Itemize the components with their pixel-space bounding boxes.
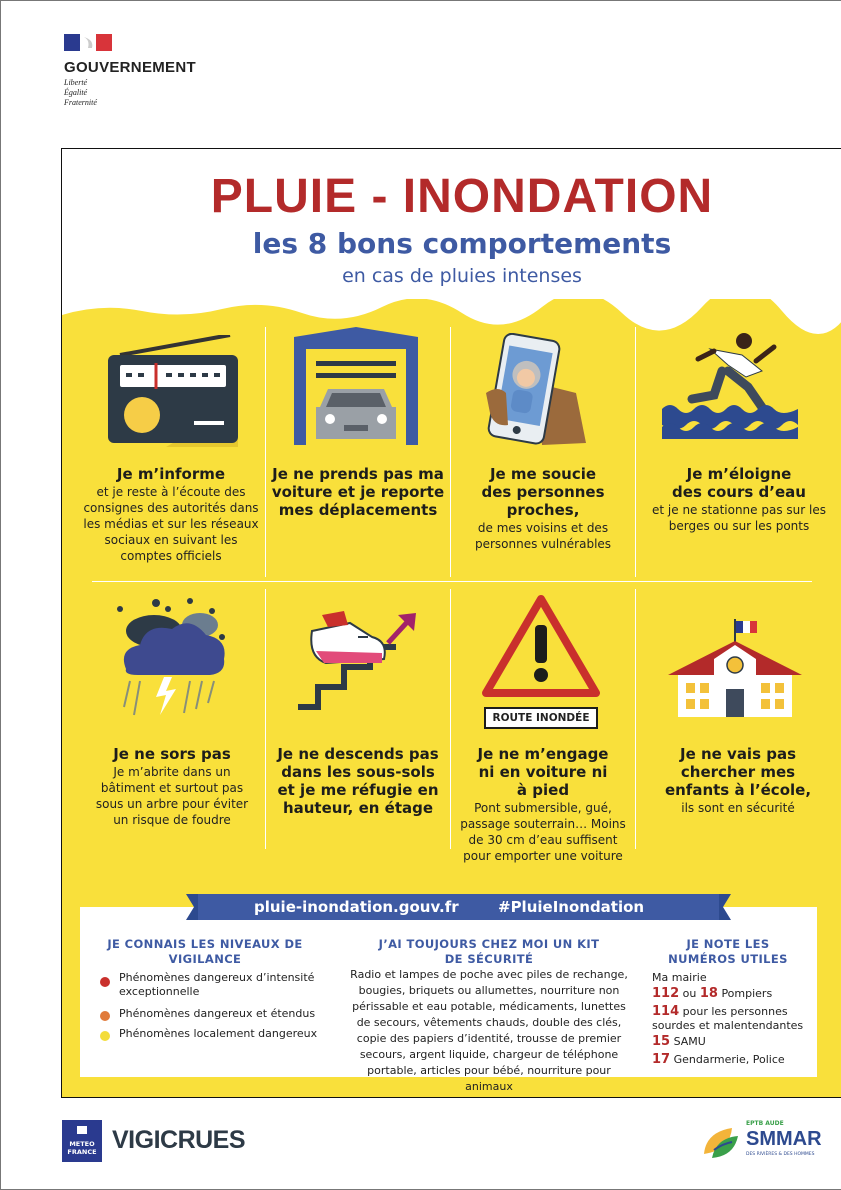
grid-line: [265, 327, 266, 577]
card-heading: Je m’éloigne des cours d’eau: [672, 465, 806, 501]
phone-call-icon: [486, 333, 590, 449]
vigilance-dot-yellow: [100, 1031, 110, 1041]
warning-sign-icon: [482, 593, 600, 701]
garage-car-icon: [294, 327, 418, 445]
info-box: [80, 907, 817, 1093]
number-17: [652, 1053, 785, 1067]
gov-name: GOUVERNEMENT: [64, 59, 196, 76]
vigilance-level: Phénomènes localement dangereux: [119, 1027, 318, 1040]
card-text: de mes voisins et des personnes vulnérables: [474, 521, 612, 551]
ribbon-website[interactable]: pluie-inondation.gouv.fr: [254, 898, 459, 916]
marianne-flag-icon: [64, 34, 112, 51]
poster-subtitle-2: en cas de pluies intenses: [342, 265, 582, 287]
card-heading: Je me soucie des personnes proches,: [481, 465, 605, 519]
poster-title: PLUIE - INONDATION: [210, 170, 714, 223]
card-text: Pont submersible, gué, passage souterrain… Moins de 30 cm d’eau suffisent pour emporter une voiture: [460, 801, 626, 863]
card-heading: Je ne prends pas ma voiture et je reporte mes déplacements: [271, 465, 445, 519]
behaviour-card-stay-inside: [90, 745, 254, 828]
government-logo: [64, 34, 196, 108]
poster-subtitle: les 8 bons comportements: [252, 227, 672, 260]
card-text: et je ne stationne pas sur les berges ou sur les ponts: [652, 503, 826, 533]
smmar-top: EPTB AUDE: [746, 1120, 784, 1127]
poster: [61, 148, 841, 1098]
number-112-18: [652, 987, 772, 1001]
numbers-heading: JE NOTE LES NUMÉROS UTILES: [668, 937, 788, 966]
grid-line: [265, 589, 266, 849]
motto-egalite: Égalité: [64, 88, 88, 97]
card-heading: Je ne m’engage ni en voiture ni à pied: [477, 745, 609, 799]
meteo-france-icon: [75, 1124, 89, 1136]
number-mairie: Ma mairie: [652, 971, 707, 984]
card-text: Je m’abrite dans un bâtiment et surtout pas sous un arbre pour éviter un risque de foudre: [95, 765, 249, 827]
number-17-label: Gendarmerie, Police: [673, 1053, 785, 1066]
road-sign-label: ROUTE INONDÉE: [484, 707, 598, 729]
grid-line: [450, 589, 451, 849]
vigilance-level: Phénomènes dangereux et étendus: [119, 1007, 316, 1020]
behaviour-card-river: [644, 465, 834, 534]
behaviour-card-school: [648, 745, 828, 816]
card-text: ils sont en sécurité: [681, 801, 795, 815]
gov-motto: [64, 78, 196, 108]
number-18: 18: [699, 986, 718, 1001]
behaviour-card-car: [270, 465, 446, 519]
smmar-logo: [702, 1120, 822, 1164]
number-114-label: pour les personnes sourdes et malentendantes: [652, 1005, 804, 1032]
vigilance-dot-red: [100, 977, 110, 987]
meteo-france-text: METEO FRANCE: [67, 1140, 97, 1156]
number-pompiers-label: Pompiers: [721, 987, 773, 1000]
ribbon-hashtag[interactable]: #PluieInondation: [498, 898, 645, 916]
kit-text: Radio et lampes de poche avec piles de rechange, bougies, briquets ou allumettes, nourriture non périssable et eau potable, médicaments, lunettes de secours, vêtements chauds, double des clés, copie des papiers d’identité, trousse de premier secours, argent liquide, chargeur de téléphone portable, articles pour bébé, nourriture pour animaux: [350, 968, 628, 1093]
motto-liberte: Liberté: [64, 78, 88, 87]
storm-cloud-icon: [110, 597, 232, 729]
number-114-value: 114: [652, 1004, 680, 1019]
behaviour-card-inform: [82, 465, 260, 564]
card-heading: Je ne vais pas chercher mes enfants à l’école,: [664, 745, 812, 799]
school-icon: [668, 619, 802, 717]
grid-line: [635, 327, 636, 577]
smmar-name: SMMAR: [746, 1128, 822, 1150]
smmar-leaf-icon: [702, 1124, 740, 1160]
radio-icon: [106, 335, 240, 447]
smmar-sub: DES RIVIÈRES & DES HOMMES: [746, 1152, 815, 1157]
number-15-label: SAMU: [673, 1035, 706, 1048]
card-text: et je reste à l’écoute des consignes des autorités dans les médias et sur les réseaux sociaux en suivant les comptes officiels: [83, 485, 259, 563]
vigilance-level: Phénomènes dangereux d’intensité exceptionnelle: [119, 971, 315, 998]
vigilance-dot-orange: [100, 1011, 110, 1021]
card-heading: Je ne descends pas dans les sous-sols et je me réfugie en hauteur, en étage: [277, 745, 439, 817]
climbing-stairs-icon: [298, 607, 418, 717]
grid-line: [92, 581, 812, 582]
number-or: ou: [682, 987, 697, 1000]
meteo-france-logo: [62, 1120, 102, 1162]
behaviour-card-basement: [270, 745, 446, 817]
number-112: 112: [652, 986, 680, 1001]
card-heading: Je m’informe: [116, 465, 226, 483]
card-heading: Je ne sors pas: [113, 745, 231, 763]
behaviour-card-road: [458, 745, 628, 864]
number-114: [652, 1005, 812, 1033]
motto-fraternite: Fraternité: [64, 98, 97, 107]
grid-line: [450, 327, 451, 577]
number-15-value: 15: [652, 1034, 671, 1049]
vigilance-heading: JE CONNAIS LES NIVEAUX DE VIGILANCE: [107, 937, 303, 966]
number-15: [652, 1035, 706, 1049]
running-from-water-icon: [662, 325, 798, 445]
grid-line: [635, 589, 636, 849]
kit-heading: J’AI TOUJOURS CHEZ MOI UN KIT DE SÉCURITÉ: [378, 937, 600, 966]
vigicrues-logo: VIGICRUES: [112, 1126, 246, 1154]
behaviour-card-relatives: [458, 465, 628, 552]
number-17-value: 17: [652, 1052, 671, 1067]
